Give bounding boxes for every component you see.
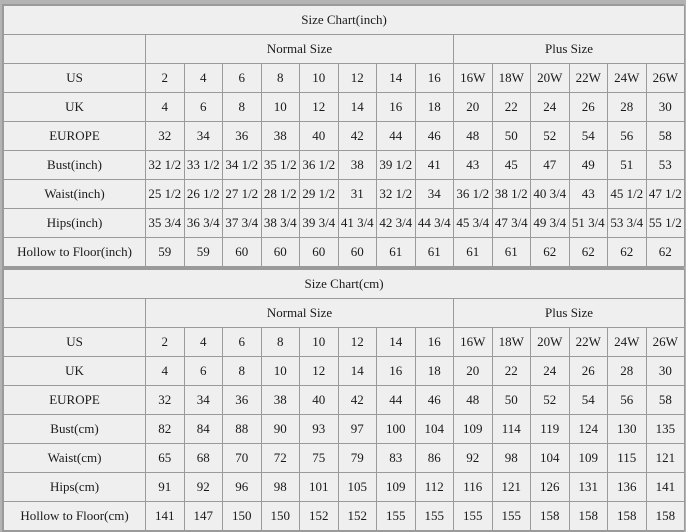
cell: 20W xyxy=(531,328,570,357)
table-row xyxy=(4,64,685,93)
cell: 150 xyxy=(261,502,300,531)
cell: 12 xyxy=(338,328,377,357)
cell: 100 xyxy=(377,415,416,444)
group-header-blank xyxy=(4,299,146,328)
cell: 82 xyxy=(146,415,185,444)
group-header-normal: Normal Size xyxy=(146,299,454,328)
cell: 16 xyxy=(377,357,416,386)
cell: 8 xyxy=(223,357,262,386)
cell: 35 3/4 xyxy=(146,209,185,238)
cell: 26 xyxy=(569,357,608,386)
cell: 46 xyxy=(415,386,454,415)
cell: 32 1/2 xyxy=(146,151,185,180)
table-row xyxy=(4,502,685,531)
cell: 10 xyxy=(300,64,339,93)
cell: 16 xyxy=(415,64,454,93)
cell: 26W xyxy=(646,64,685,93)
cell: 51 3/4 xyxy=(569,209,608,238)
cell: 61 xyxy=(492,238,531,267)
cell: 115 xyxy=(608,444,647,473)
cell: 131 xyxy=(569,473,608,502)
cell: 38 xyxy=(261,122,300,151)
cell: 112 xyxy=(415,473,454,502)
cell: 35 1/2 xyxy=(261,151,300,180)
cell: 61 xyxy=(415,238,454,267)
cell: 32 xyxy=(146,122,185,151)
cell: 16W xyxy=(454,328,493,357)
cell: 6 xyxy=(184,93,223,122)
cell: 93 xyxy=(300,415,339,444)
cell: 116 xyxy=(454,473,493,502)
cell: 135 xyxy=(646,415,685,444)
cell: 47 xyxy=(531,151,570,180)
cell: 45 xyxy=(492,151,531,180)
cell: 72 xyxy=(261,444,300,473)
size-chart-cm-table xyxy=(3,269,685,531)
cell: 32 1/2 xyxy=(377,180,416,209)
cell: 43 xyxy=(454,151,493,180)
cell: 38 xyxy=(338,151,377,180)
cell: 56 xyxy=(608,386,647,415)
table-row-groups xyxy=(4,299,685,328)
cell: 75 xyxy=(300,444,339,473)
cell: 91 xyxy=(146,473,185,502)
cell: 8 xyxy=(223,93,262,122)
cell: 98 xyxy=(492,444,531,473)
cell: 20 xyxy=(454,357,493,386)
cell: 51 xyxy=(608,151,647,180)
cell: 97 xyxy=(338,415,377,444)
cell: 36 3/4 xyxy=(184,209,223,238)
cell: 33 1/2 xyxy=(184,151,223,180)
cell: 155 xyxy=(415,502,454,531)
table-row-groups xyxy=(4,35,685,64)
row-label: Bust(inch) xyxy=(4,151,146,180)
cell: 121 xyxy=(646,444,685,473)
cell: 152 xyxy=(300,502,339,531)
cell: 44 xyxy=(377,122,416,151)
cell: 104 xyxy=(415,415,454,444)
row-label: Waist(cm) xyxy=(4,444,146,473)
row-label: US xyxy=(4,328,146,357)
cell: 28 xyxy=(608,357,647,386)
cell: 79 xyxy=(338,444,377,473)
cell: 58 xyxy=(646,122,685,151)
cell: 136 xyxy=(608,473,647,502)
cell: 59 xyxy=(184,238,223,267)
cell: 147 xyxy=(184,502,223,531)
cell: 42 xyxy=(338,122,377,151)
cell: 36 xyxy=(223,122,262,151)
cell: 44 3/4 xyxy=(415,209,454,238)
cell: 68 xyxy=(184,444,223,473)
cell: 96 xyxy=(223,473,262,502)
table-row xyxy=(4,328,685,357)
cell: 60 xyxy=(261,238,300,267)
cell: 34 1/2 xyxy=(223,151,262,180)
cell: 36 1/2 xyxy=(300,151,339,180)
cell: 45 3/4 xyxy=(454,209,493,238)
cell: 84 xyxy=(184,415,223,444)
cell: 4 xyxy=(146,357,185,386)
cell: 126 xyxy=(531,473,570,502)
cell: 61 xyxy=(377,238,416,267)
chart-title: Size Chart(cm) xyxy=(4,270,685,299)
cell: 98 xyxy=(261,473,300,502)
cell: 18W xyxy=(492,328,531,357)
cell: 92 xyxy=(184,473,223,502)
cell: 158 xyxy=(608,502,647,531)
cell: 53 3/4 xyxy=(608,209,647,238)
cell: 155 xyxy=(454,502,493,531)
table-row xyxy=(4,209,685,238)
cell: 50 xyxy=(492,122,531,151)
cell: 28 1/2 xyxy=(261,180,300,209)
cell: 26 xyxy=(569,93,608,122)
cell: 60 xyxy=(338,238,377,267)
cell: 10 xyxy=(261,357,300,386)
size-chart-inch-table xyxy=(3,5,685,267)
size-chart-inch xyxy=(2,4,684,268)
cell: 53 xyxy=(646,151,685,180)
cell: 38 xyxy=(261,386,300,415)
cell: 62 xyxy=(646,238,685,267)
row-label: Bust(cm) xyxy=(4,415,146,444)
table-row xyxy=(4,151,685,180)
cell: 114 xyxy=(492,415,531,444)
cell: 86 xyxy=(415,444,454,473)
table-row xyxy=(4,415,685,444)
cell: 16W xyxy=(454,64,493,93)
row-label: Waist(inch) xyxy=(4,180,146,209)
cell: 158 xyxy=(569,502,608,531)
cell: 2 xyxy=(146,64,185,93)
cell: 6 xyxy=(223,328,262,357)
table-row xyxy=(4,473,685,502)
row-label: Hollow to Floor(cm) xyxy=(4,502,146,531)
cell: 36 1/2 xyxy=(454,180,493,209)
cell: 25 1/2 xyxy=(146,180,185,209)
row-label: Hips(cm) xyxy=(4,473,146,502)
cell: 141 xyxy=(646,473,685,502)
table-row-title xyxy=(4,6,685,35)
cell: 49 3/4 xyxy=(531,209,570,238)
table-row xyxy=(4,180,685,209)
chart-title: Size Chart(inch) xyxy=(4,6,685,35)
size-chart-cm xyxy=(2,268,684,532)
cell: 88 xyxy=(223,415,262,444)
cell: 52 xyxy=(531,122,570,151)
row-label: EUROPE xyxy=(4,122,146,151)
cell: 16 xyxy=(377,93,416,122)
cell: 41 3/4 xyxy=(338,209,377,238)
cell: 52 xyxy=(531,386,570,415)
cell: 16 xyxy=(415,328,454,357)
cell: 20W xyxy=(531,64,570,93)
cell: 45 1/2 xyxy=(608,180,647,209)
cell: 109 xyxy=(454,415,493,444)
cell: 31 xyxy=(338,180,377,209)
cell: 109 xyxy=(569,444,608,473)
cell: 6 xyxy=(223,64,262,93)
row-label: UK xyxy=(4,93,146,122)
cell: 26W xyxy=(646,328,685,357)
cell: 4 xyxy=(184,328,223,357)
cell: 59 xyxy=(146,238,185,267)
cell: 24W xyxy=(608,64,647,93)
cell: 65 xyxy=(146,444,185,473)
cell: 24 xyxy=(531,93,570,122)
cell: 2 xyxy=(146,328,185,357)
cell: 90 xyxy=(261,415,300,444)
cell: 155 xyxy=(492,502,531,531)
cell: 119 xyxy=(531,415,570,444)
cell: 8 xyxy=(261,64,300,93)
cell: 22 xyxy=(492,93,531,122)
cell: 56 xyxy=(608,122,647,151)
cell: 30 xyxy=(646,93,685,122)
cell: 32 xyxy=(146,386,185,415)
cell: 83 xyxy=(377,444,416,473)
cell: 4 xyxy=(146,93,185,122)
cell: 14 xyxy=(338,93,377,122)
cell: 49 xyxy=(569,151,608,180)
table-row xyxy=(4,122,685,151)
cell: 22W xyxy=(569,64,608,93)
table-row xyxy=(4,357,685,386)
cell: 27 1/2 xyxy=(223,180,262,209)
cell: 12 xyxy=(338,64,377,93)
cell: 109 xyxy=(377,473,416,502)
cell: 22W xyxy=(569,328,608,357)
cell: 14 xyxy=(377,328,416,357)
cell: 18W xyxy=(492,64,531,93)
table-row xyxy=(4,386,685,415)
row-label: US xyxy=(4,64,146,93)
cell: 44 xyxy=(377,386,416,415)
cell: 26 1/2 xyxy=(184,180,223,209)
cell: 158 xyxy=(646,502,685,531)
cell: 121 xyxy=(492,473,531,502)
cell: 54 xyxy=(569,386,608,415)
cell: 34 xyxy=(184,386,223,415)
cell: 10 xyxy=(261,93,300,122)
cell: 152 xyxy=(338,502,377,531)
cell: 36 xyxy=(223,386,262,415)
cell: 10 xyxy=(300,328,339,357)
cell: 34 xyxy=(415,180,454,209)
cell: 50 xyxy=(492,386,531,415)
cell: 24W xyxy=(608,328,647,357)
table-row xyxy=(4,93,685,122)
cell: 55 1/2 xyxy=(646,209,685,238)
cell: 37 3/4 xyxy=(223,209,262,238)
cell: 48 xyxy=(454,386,493,415)
cell: 48 xyxy=(454,122,493,151)
cell: 47 3/4 xyxy=(492,209,531,238)
cell: 42 3/4 xyxy=(377,209,416,238)
cell: 61 xyxy=(454,238,493,267)
cell: 8 xyxy=(261,328,300,357)
cell: 22 xyxy=(492,357,531,386)
cell: 12 xyxy=(300,93,339,122)
cell: 58 xyxy=(646,386,685,415)
cell: 38 1/2 xyxy=(492,180,531,209)
cell: 18 xyxy=(415,357,454,386)
cell: 40 3/4 xyxy=(531,180,570,209)
cell: 105 xyxy=(338,473,377,502)
cell: 46 xyxy=(415,122,454,151)
cell: 30 xyxy=(646,357,685,386)
group-header-plus: Plus Size xyxy=(454,35,685,64)
cell: 155 xyxy=(377,502,416,531)
cell: 18 xyxy=(415,93,454,122)
cell: 24 xyxy=(531,357,570,386)
cell: 4 xyxy=(184,64,223,93)
cell: 124 xyxy=(569,415,608,444)
cell: 40 xyxy=(300,386,339,415)
cell: 6 xyxy=(184,357,223,386)
row-label: Hollow to Floor(inch) xyxy=(4,238,146,267)
cell: 130 xyxy=(608,415,647,444)
cell: 104 xyxy=(531,444,570,473)
cell: 92 xyxy=(454,444,493,473)
cell: 70 xyxy=(223,444,262,473)
table-row xyxy=(4,238,685,267)
cell: 40 xyxy=(300,122,339,151)
cell: 28 xyxy=(608,93,647,122)
cell: 29 1/2 xyxy=(300,180,339,209)
cell: 47 1/2 xyxy=(646,180,685,209)
cell: 60 xyxy=(300,238,339,267)
cell: 60 xyxy=(223,238,262,267)
cell: 101 xyxy=(300,473,339,502)
cell: 62 xyxy=(531,238,570,267)
row-label: Hips(inch) xyxy=(4,209,146,238)
cell: 42 xyxy=(338,386,377,415)
row-label: UK xyxy=(4,357,146,386)
cell: 41 xyxy=(415,151,454,180)
group-header-normal: Normal Size xyxy=(146,35,454,64)
cell: 34 xyxy=(184,122,223,151)
cell: 12 xyxy=(300,357,339,386)
cell: 62 xyxy=(569,238,608,267)
cell: 14 xyxy=(377,64,416,93)
cell: 39 3/4 xyxy=(300,209,339,238)
cell: 20 xyxy=(454,93,493,122)
cell: 43 xyxy=(569,180,608,209)
cell: 54 xyxy=(569,122,608,151)
cell: 14 xyxy=(338,357,377,386)
cell: 38 3/4 xyxy=(261,209,300,238)
group-header-plus: Plus Size xyxy=(454,299,685,328)
cell: 141 xyxy=(146,502,185,531)
cell: 62 xyxy=(608,238,647,267)
table-row xyxy=(4,444,685,473)
table-row-title xyxy=(4,270,685,299)
group-header-blank xyxy=(4,35,146,64)
cell: 150 xyxy=(223,502,262,531)
cell: 158 xyxy=(531,502,570,531)
row-label: EUROPE xyxy=(4,386,146,415)
cell: 39 1/2 xyxy=(377,151,416,180)
